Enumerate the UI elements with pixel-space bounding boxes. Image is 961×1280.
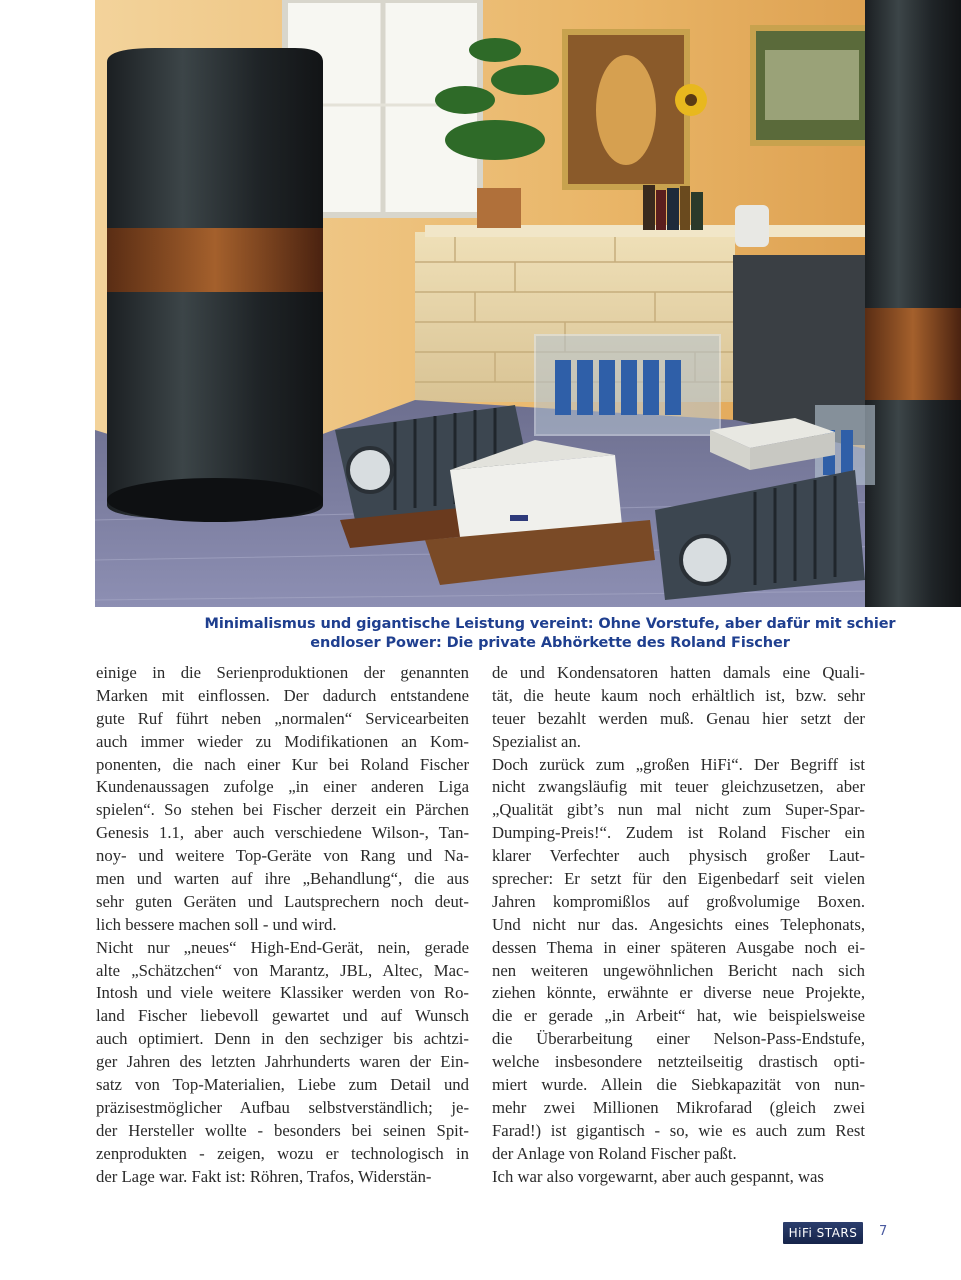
text-line: satz von Top-Materialien, Liebe zum Detail und	[96, 1075, 469, 1095]
text-line: Farad!) ist gigantisch - so, wie es auch zum Rest	[492, 1120, 865, 1140]
text-line: einige in die Serienproduktionen der genannten	[96, 663, 469, 682]
text-line: Marken mit einflossen. Der dadurch entstandene	[96, 685, 469, 705]
text-line: de und Kondensatoren hatten damals eine Quali-	[492, 663, 865, 682]
text-line: präzisestmöglicher Aufbau selbstverständlich; je-	[96, 1097, 469, 1117]
text-line: dessen Thema in einer späteren Ausgabe noch ei-	[492, 937, 865, 957]
text-line: land Fischer liebevoll gewartet und auf Wunsch	[96, 1006, 469, 1026]
text-line: Doch zurück zum „großen HiFi“. Der Begriff ist	[492, 754, 865, 774]
text-line: „Qualität gibt’s nun mal nicht zum Super-Spar-	[492, 800, 865, 820]
article-column-left	[96, 662, 469, 1188]
text-line: men und warten auf ihre „Behandlung“, die aus	[96, 869, 469, 889]
page-number: 7	[879, 1224, 888, 1239]
caption-line-2: endloser Power: Die private Abhörkette des Roland Fischer	[310, 635, 790, 651]
text-line: ponenten, die nach einer Kur bei Roland Fischer	[96, 754, 469, 774]
text-line: noy- und weitere Top-Geräte von Rang und Na-	[96, 846, 469, 866]
text-line: Jahren kompromißlos auf großvolumige Boxen.	[492, 891, 865, 911]
text-line: sprecher: Er setzt für den Eigenbedarf seit vielen	[492, 869, 865, 889]
text-line: gute Ruf führt neben „normalen“ Servicearbeiten	[96, 708, 469, 728]
text-line: die er gerade „in Arbeit“ hat, wie beispielsweise	[492, 1006, 865, 1026]
text-line: Kundenaussagen zufolge „in einer anderen Liga	[96, 777, 469, 797]
photo-caption	[180, 615, 920, 653]
text-line: nicht zwangsläufig mit teuer gleichzusetzen, aber	[492, 777, 865, 797]
text-line: ziehen könnte, erwähnte er diverse neue Projekte,	[492, 983, 865, 1003]
text-line: miert wurde. Allein die Siebkapazität von nun-	[492, 1075, 865, 1095]
text-line: der Anlage von Roland Fischer paßt.	[492, 1143, 737, 1163]
text-line: Intosh und viele weitere Klassiker werden von Ro-	[96, 983, 469, 1003]
text-line: sehr guten Geräten und Lautsprechern noch deut-	[96, 891, 469, 911]
text-line: zenprodukten - zeigen, wozu er technologisch in	[96, 1143, 469, 1163]
text-line: Genesis 1.1, aber auch verschiedene Wilson-, Tan-	[96, 823, 469, 843]
text-line: teuer bezahlt werden muß. Genau hier setzt der	[492, 708, 865, 728]
hifi-room-photo	[95, 0, 961, 607]
text-line: die Überarbeitung einer Nelson-Pass-Endstufe,	[492, 1029, 865, 1049]
hifi-stars-logo: HiFi STARS	[783, 1222, 863, 1244]
text-line: auch optimiert. Denn in den sechziger bis achtzi-	[96, 1029, 469, 1049]
text-line: ger Jahren des letzten Jahrhunderts waren der Ein-	[96, 1052, 469, 1072]
text-line: alte „Schätzchen“ von Marantz, JBL, Altec, Mac-	[96, 960, 469, 980]
text-line: Ich war also vorgewarnt, aber auch gespannt, was	[492, 1166, 824, 1186]
text-line: klarer Verfechter auch physisch großer Laut-	[492, 846, 865, 866]
text-line: der Hersteller wollte - besonders bei seinen Spit-	[96, 1120, 469, 1140]
text-line: der Lage war. Fakt ist: Röhren, Trafos, Widerstän-	[96, 1166, 432, 1186]
text-line: Nicht nur „neues“ High-End-Gerät, nein, gerade	[96, 937, 469, 957]
text-line: tät, die heute kaum noch erhältlich ist, bzw. sehr	[492, 685, 865, 705]
text-line: auch immer wieder zu Modifikationen an Kom-	[96, 731, 469, 751]
text-line: Und nicht nur das. Angesichts eines Telephonats,	[492, 914, 865, 934]
text-line: welche insbesondere netzteilseitig drastisch opti-	[492, 1052, 865, 1072]
text-line: nen weiteren ungewöhnlichen Bericht nach sich	[492, 960, 865, 980]
text-line: Dumping-Preis!“. Zudem ist Roland Fischer ein	[492, 823, 865, 843]
article-column-right	[492, 662, 865, 1188]
text-line: mehr zwei Millionen Mikrofarad (gleich zwei	[492, 1097, 865, 1117]
text-line: Spezialist an.	[492, 731, 581, 751]
text-line: spielen“. So stehen bei Fischer derzeit ein Pärchen	[96, 800, 469, 820]
caption-line-1: Minimalismus und gigantische Leistung vereint: Ohne Vorstufe, aber dafür mit schier	[204, 616, 896, 632]
text-line: lich bessere machen soll - und wird.	[96, 914, 337, 934]
